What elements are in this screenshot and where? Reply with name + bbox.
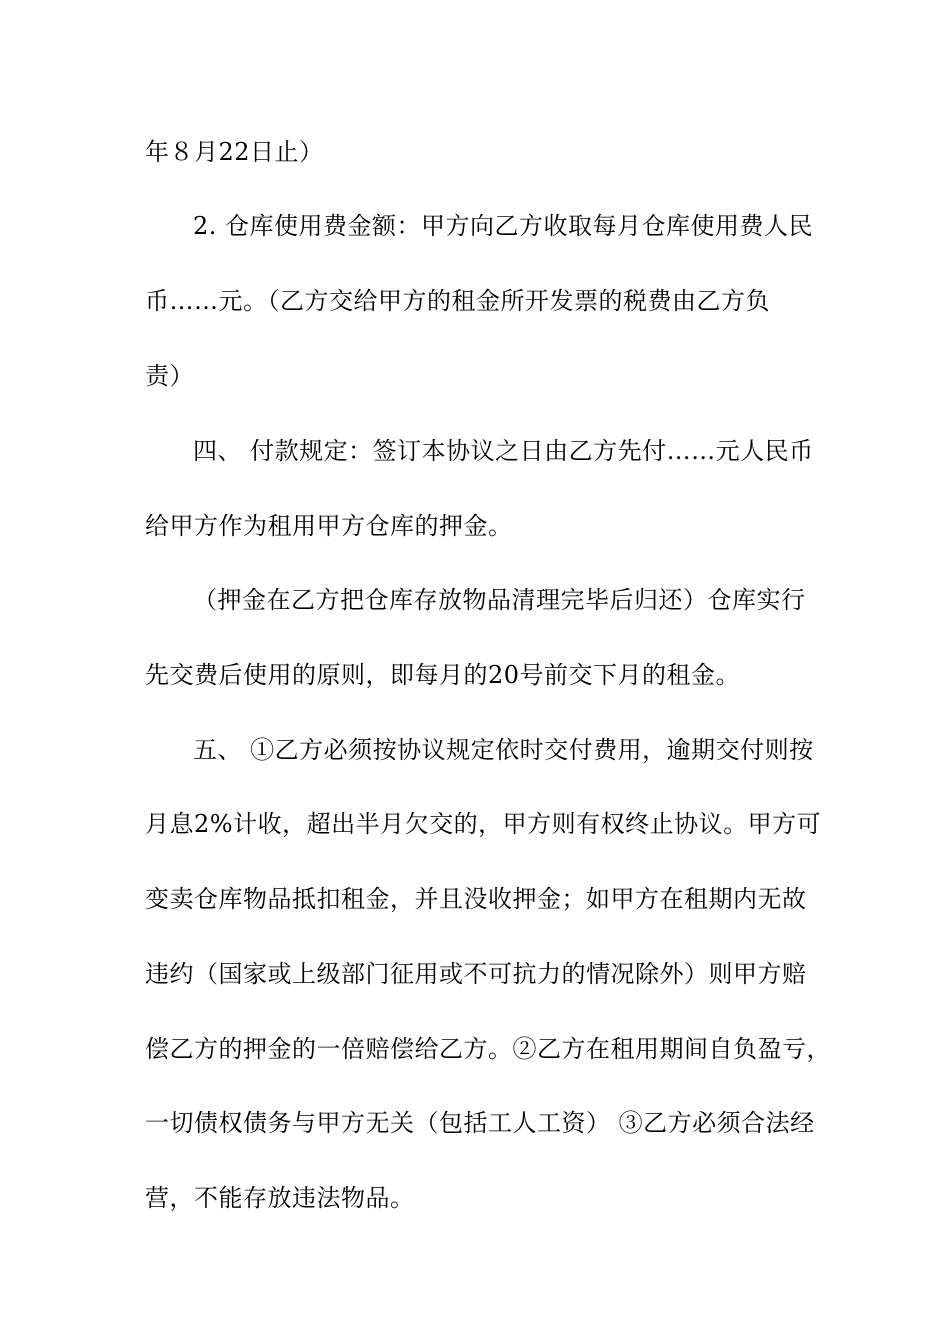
text-line-4: 责） bbox=[145, 362, 194, 390]
text-line-10: 月息2%计收，超出半月欠交的，甲方则有权终止协议。甲方可 bbox=[145, 810, 822, 838]
text-line-8: 先交费后使用的原则，即每月的20号前交下月的租金。 bbox=[145, 661, 741, 689]
text-line-5: 四、 付款规定：签订本协议之日由乙方先付……元人民币 bbox=[193, 437, 814, 465]
text-line-6: 给甲方作为租用甲方仓库的押金。 bbox=[145, 512, 513, 540]
text-line-13: 偿乙方的押金的一倍赔偿给乙方。②乙方在租用期间自负盈亏， bbox=[145, 1035, 831, 1063]
text-line-1: 年８月22日止） bbox=[145, 138, 324, 166]
text-line-11: 变卖仓库物品抵扣租金，并且没收押金；如甲方在租期内无故 bbox=[145, 885, 807, 913]
text-line-14: 一切债权债务与甲方无关（包括工人工资） ③乙方必须合法经 bbox=[145, 1109, 815, 1137]
text-line-2: 2. 仓库使用费金额：甲方向乙方收取每月仓库使用费人民 bbox=[193, 212, 814, 240]
text-line-3: 币……元。（乙方交给甲方的租金所开发票的税费由乙方负 bbox=[145, 287, 770, 315]
text-line-7: （押金在乙方把仓库存放物品清理完毕后归还）仓库实行 bbox=[193, 586, 806, 614]
text-line-12: 违约（国家或上级部门征用或不可抗力的情况除外）则甲方赔 bbox=[145, 960, 807, 988]
text-line-9: 五、 ①乙方必须按协议规定依时交付费用，逾期交付则按 bbox=[193, 736, 814, 764]
text-line-15: 营，不能存放违法物品。 bbox=[145, 1184, 415, 1212]
